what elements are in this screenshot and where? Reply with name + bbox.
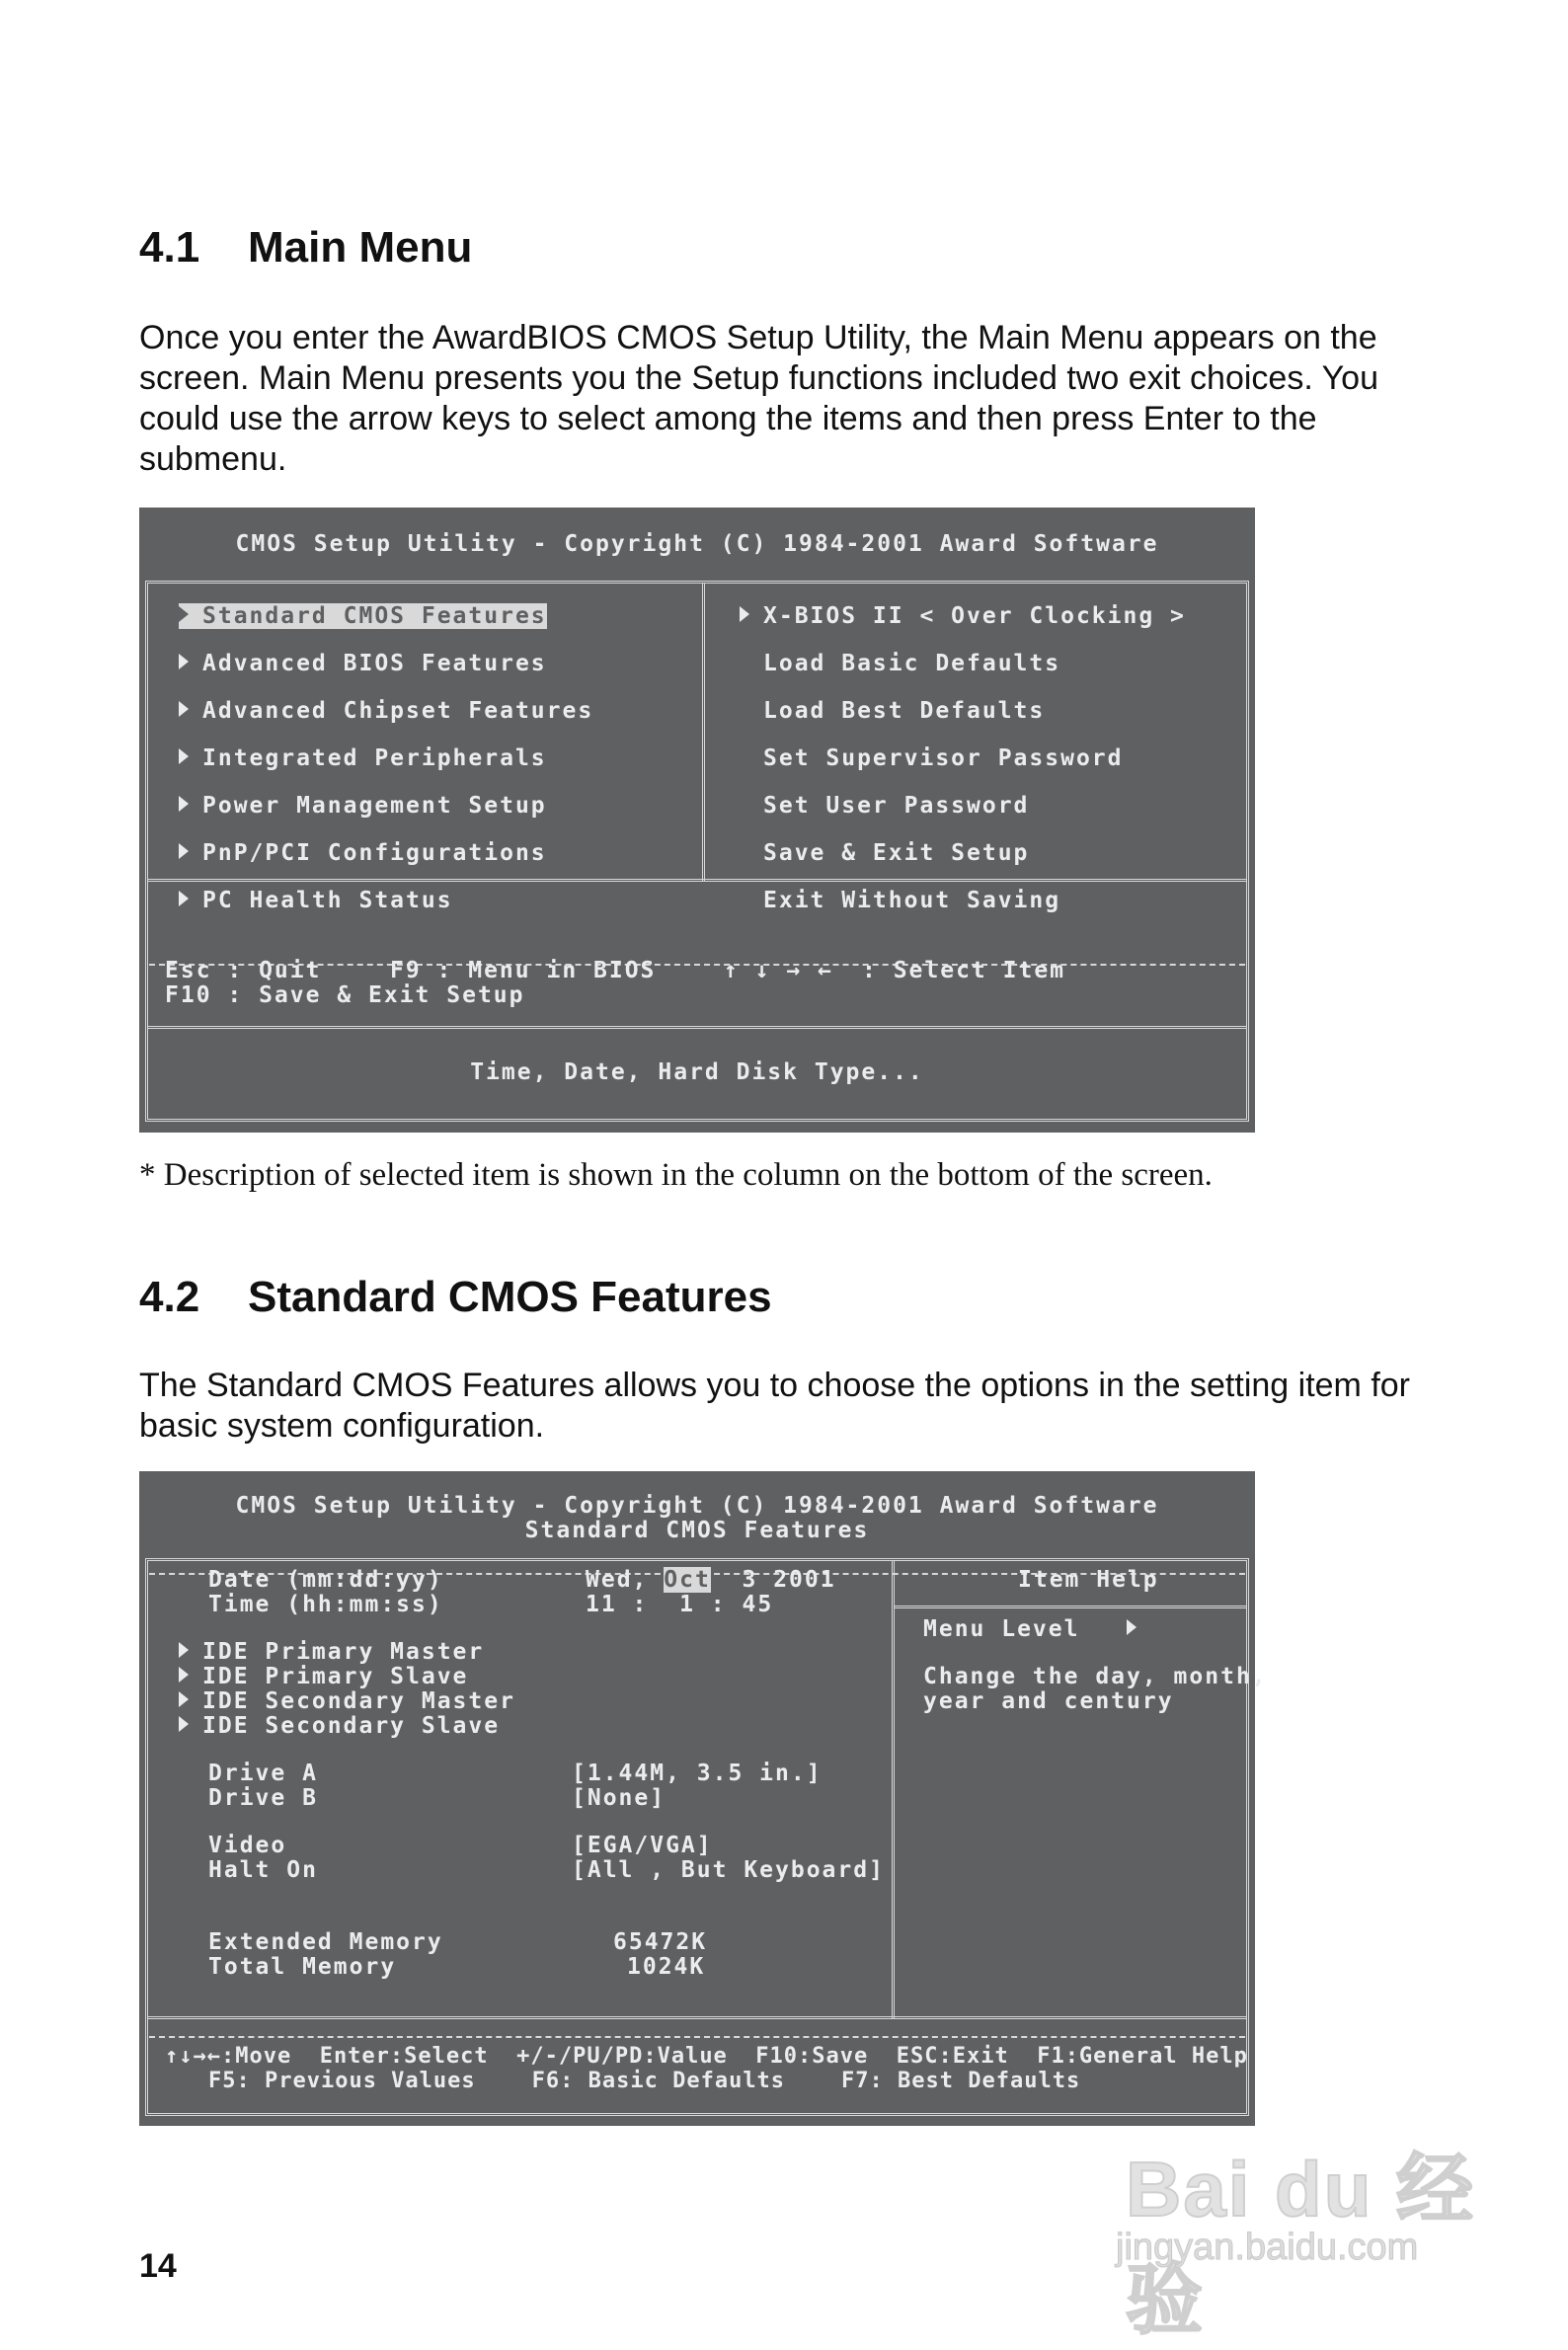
drive-a-label: Drive A bbox=[208, 1761, 318, 1786]
submenu-arrow-icon bbox=[740, 606, 749, 622]
submenu-arrow-icon bbox=[179, 843, 189, 859]
extended-memory-value: 65472K bbox=[613, 1929, 708, 1955]
bios-subtitle: Standard CMOS Features bbox=[524, 1518, 870, 1543]
section-title: Standard CMOS Features bbox=[248, 1273, 772, 1321]
standard-cmos-paragraph: The Standard CMOS Features allows you to choose the options in the setting item for basic system configuration. bbox=[139, 1367, 1411, 1445]
menu-item-advanced-bios[interactable]: Advanced BIOS Features bbox=[179, 651, 547, 676]
total-memory-label: Total Memory bbox=[208, 1954, 397, 1980]
item-help-title: Item Help bbox=[1018, 1567, 1159, 1593]
menu-item-load-best-defaults[interactable]: Load Best Defaults bbox=[763, 698, 1046, 724]
total-memory-value: 1024K bbox=[627, 1954, 706, 1980]
bios-main-menu-screenshot bbox=[139, 508, 1255, 1133]
submenu-arrow-icon bbox=[179, 1667, 189, 1683]
item-description: Time, Date, Hard Disk Type... bbox=[470, 1059, 924, 1085]
date-value[interactable]: Wed, Oct 3 2001 bbox=[586, 1567, 836, 1593]
date-month-field[interactable]: Oct bbox=[664, 1567, 711, 1593]
main-menu-paragraph: Once you enter the AwardBIOS CMOS Setup Utility, the Main Menu appears on the screen. Main Menu presents you the Setup functions included two exit choices. You could use the arrow keys to select among the items and then press Enter to the submenu. bbox=[139, 319, 1378, 478]
section-heading-main-menu bbox=[139, 223, 472, 273]
footer-divider bbox=[147, 2016, 1247, 2019]
baidu-watermark bbox=[1096, 2113, 1511, 2343]
drive-b-label: Drive B bbox=[208, 1785, 318, 1811]
drive-b-value[interactable]: [None] bbox=[572, 1785, 666, 1811]
help-title-divider bbox=[894, 1606, 1247, 1608]
halt-on-label: Halt On bbox=[208, 1857, 318, 1883]
menu-item-set-supervisor-password[interactable]: Set Supervisor Password bbox=[763, 745, 1124, 771]
ide-secondary-slave[interactable]: IDE Secondary Slave bbox=[179, 1713, 500, 1739]
submenu-arrow-icon bbox=[179, 748, 189, 764]
menu-level-text: Menu Level bbox=[923, 1616, 1150, 1642]
help-text-line-1: Change the day, month, bbox=[923, 1664, 1268, 1689]
bios-column-divider bbox=[702, 583, 705, 881]
section-number: 4.1 bbox=[139, 223, 200, 272]
help-text-line-2: year and century bbox=[923, 1688, 1174, 1714]
submenu-arrow-icon bbox=[179, 1716, 189, 1732]
submenu-arrow-icon bbox=[179, 701, 189, 717]
footer-key-hints-2: F5: Previous Values F6: Basic Defaults F7: Best Defaults bbox=[208, 2069, 1081, 2093]
date-label: Date (mm:dd:yy) bbox=[208, 1567, 443, 1593]
key-hint-f9-menu: F9 : Menu in BIOS bbox=[390, 958, 657, 983]
description-note: * Description of selected item is shown in the column on the bottom of the screen. bbox=[139, 1157, 1213, 1193]
submenu-arrow-icon bbox=[179, 654, 189, 669]
submenu-arrow-icon bbox=[179, 796, 189, 812]
help-column-divider bbox=[892, 1560, 895, 2018]
menu-item-xbios-overclocking[interactable]: X-BIOS II < Over Clocking > bbox=[740, 603, 1186, 629]
menu-item-standard-cmos[interactable]: Standard CMOS Features bbox=[179, 603, 547, 629]
submenu-arrow-icon bbox=[179, 1691, 189, 1707]
video-label: Video bbox=[208, 1833, 287, 1858]
extended-memory-label: Extended Memory bbox=[208, 1929, 443, 1955]
submenu-arrow-icon bbox=[179, 606, 189, 622]
submenu-arrow-icon bbox=[179, 891, 189, 906]
section-number: 4.2 bbox=[139, 1273, 200, 1321]
menu-item-pc-health[interactable]: PC Health Status bbox=[179, 888, 453, 913]
baidu-logo: Bai du 经验 bbox=[1126, 2146, 1476, 2343]
ide-primary-master[interactable]: IDE Primary Master bbox=[179, 1639, 484, 1665]
menu-item-exit-without-saving[interactable]: Exit Without Saving bbox=[763, 888, 1061, 913]
ide-primary-slave[interactable]: IDE Primary Slave bbox=[179, 1664, 468, 1689]
submenu-arrow-icon bbox=[179, 1642, 189, 1658]
key-hint-arrows: ↑ ↓ → ← bbox=[724, 958, 833, 983]
time-label: Time (hh:mm:ss) bbox=[208, 1592, 443, 1617]
section-heading-standard-cmos bbox=[139, 1273, 772, 1322]
menu-item-integrated-peripherals[interactable]: Integrated Peripherals bbox=[179, 745, 547, 771]
menu-level-arrow-icon bbox=[1127, 1619, 1137, 1635]
page-number: 14 bbox=[139, 2247, 177, 2285]
key-hint-select-item: : Select Item bbox=[862, 958, 1066, 983]
bios-standard-cmos-screenshot bbox=[139, 1471, 1268, 2126]
menu-item-load-basic-defaults[interactable]: Load Basic Defaults bbox=[763, 651, 1061, 676]
footer-key-hints-1: ↑↓→←:Move Enter:Select +/-/PU/PD:Value F10:Save ESC:Exit F1:General Help bbox=[165, 2044, 1248, 2069]
menu-item-power-management[interactable]: Power Management Setup bbox=[179, 793, 547, 819]
key-hint-esc-quit: Esc : Quit bbox=[165, 958, 322, 983]
key-hint-f10-save-exit: F10 : Save & Exit Setup bbox=[165, 982, 525, 1008]
video-value[interactable]: [EGA/VGA] bbox=[572, 1833, 713, 1858]
menu-item-set-user-password[interactable]: Set User Password bbox=[763, 793, 1030, 819]
bios-divider-1 bbox=[147, 879, 1247, 882]
watermark-url: jingyan.baidu.com bbox=[1116, 2227, 1419, 2268]
bios-title: CMOS Setup Utility - Copyright (C) 1984-2001 Award Software bbox=[235, 1493, 1159, 1519]
bios-title: CMOS Setup Utility - Copyright (C) 1984-2001 Award Software bbox=[235, 531, 1159, 557]
ide-secondary-master[interactable]: IDE Secondary Master bbox=[179, 1688, 515, 1714]
bios-divider-2 bbox=[147, 1026, 1247, 1029]
menu-item-advanced-chipset[interactable]: Advanced Chipset Features bbox=[179, 698, 593, 724]
drive-a-value[interactable]: [1.44M, 3.5 in.] bbox=[572, 1761, 823, 1786]
halt-on-value[interactable]: [All , But Keyboard] bbox=[572, 1857, 885, 1883]
section-title: Main Menu bbox=[248, 223, 473, 272]
footer-dashed-line bbox=[149, 2036, 1245, 2038]
time-value[interactable]: 11 : 1 : 45 bbox=[586, 1592, 774, 1617]
menu-item-save-exit[interactable]: Save & Exit Setup bbox=[763, 840, 1030, 866]
menu-item-pnp-pci[interactable]: PnP/PCI Configurations bbox=[179, 840, 547, 866]
